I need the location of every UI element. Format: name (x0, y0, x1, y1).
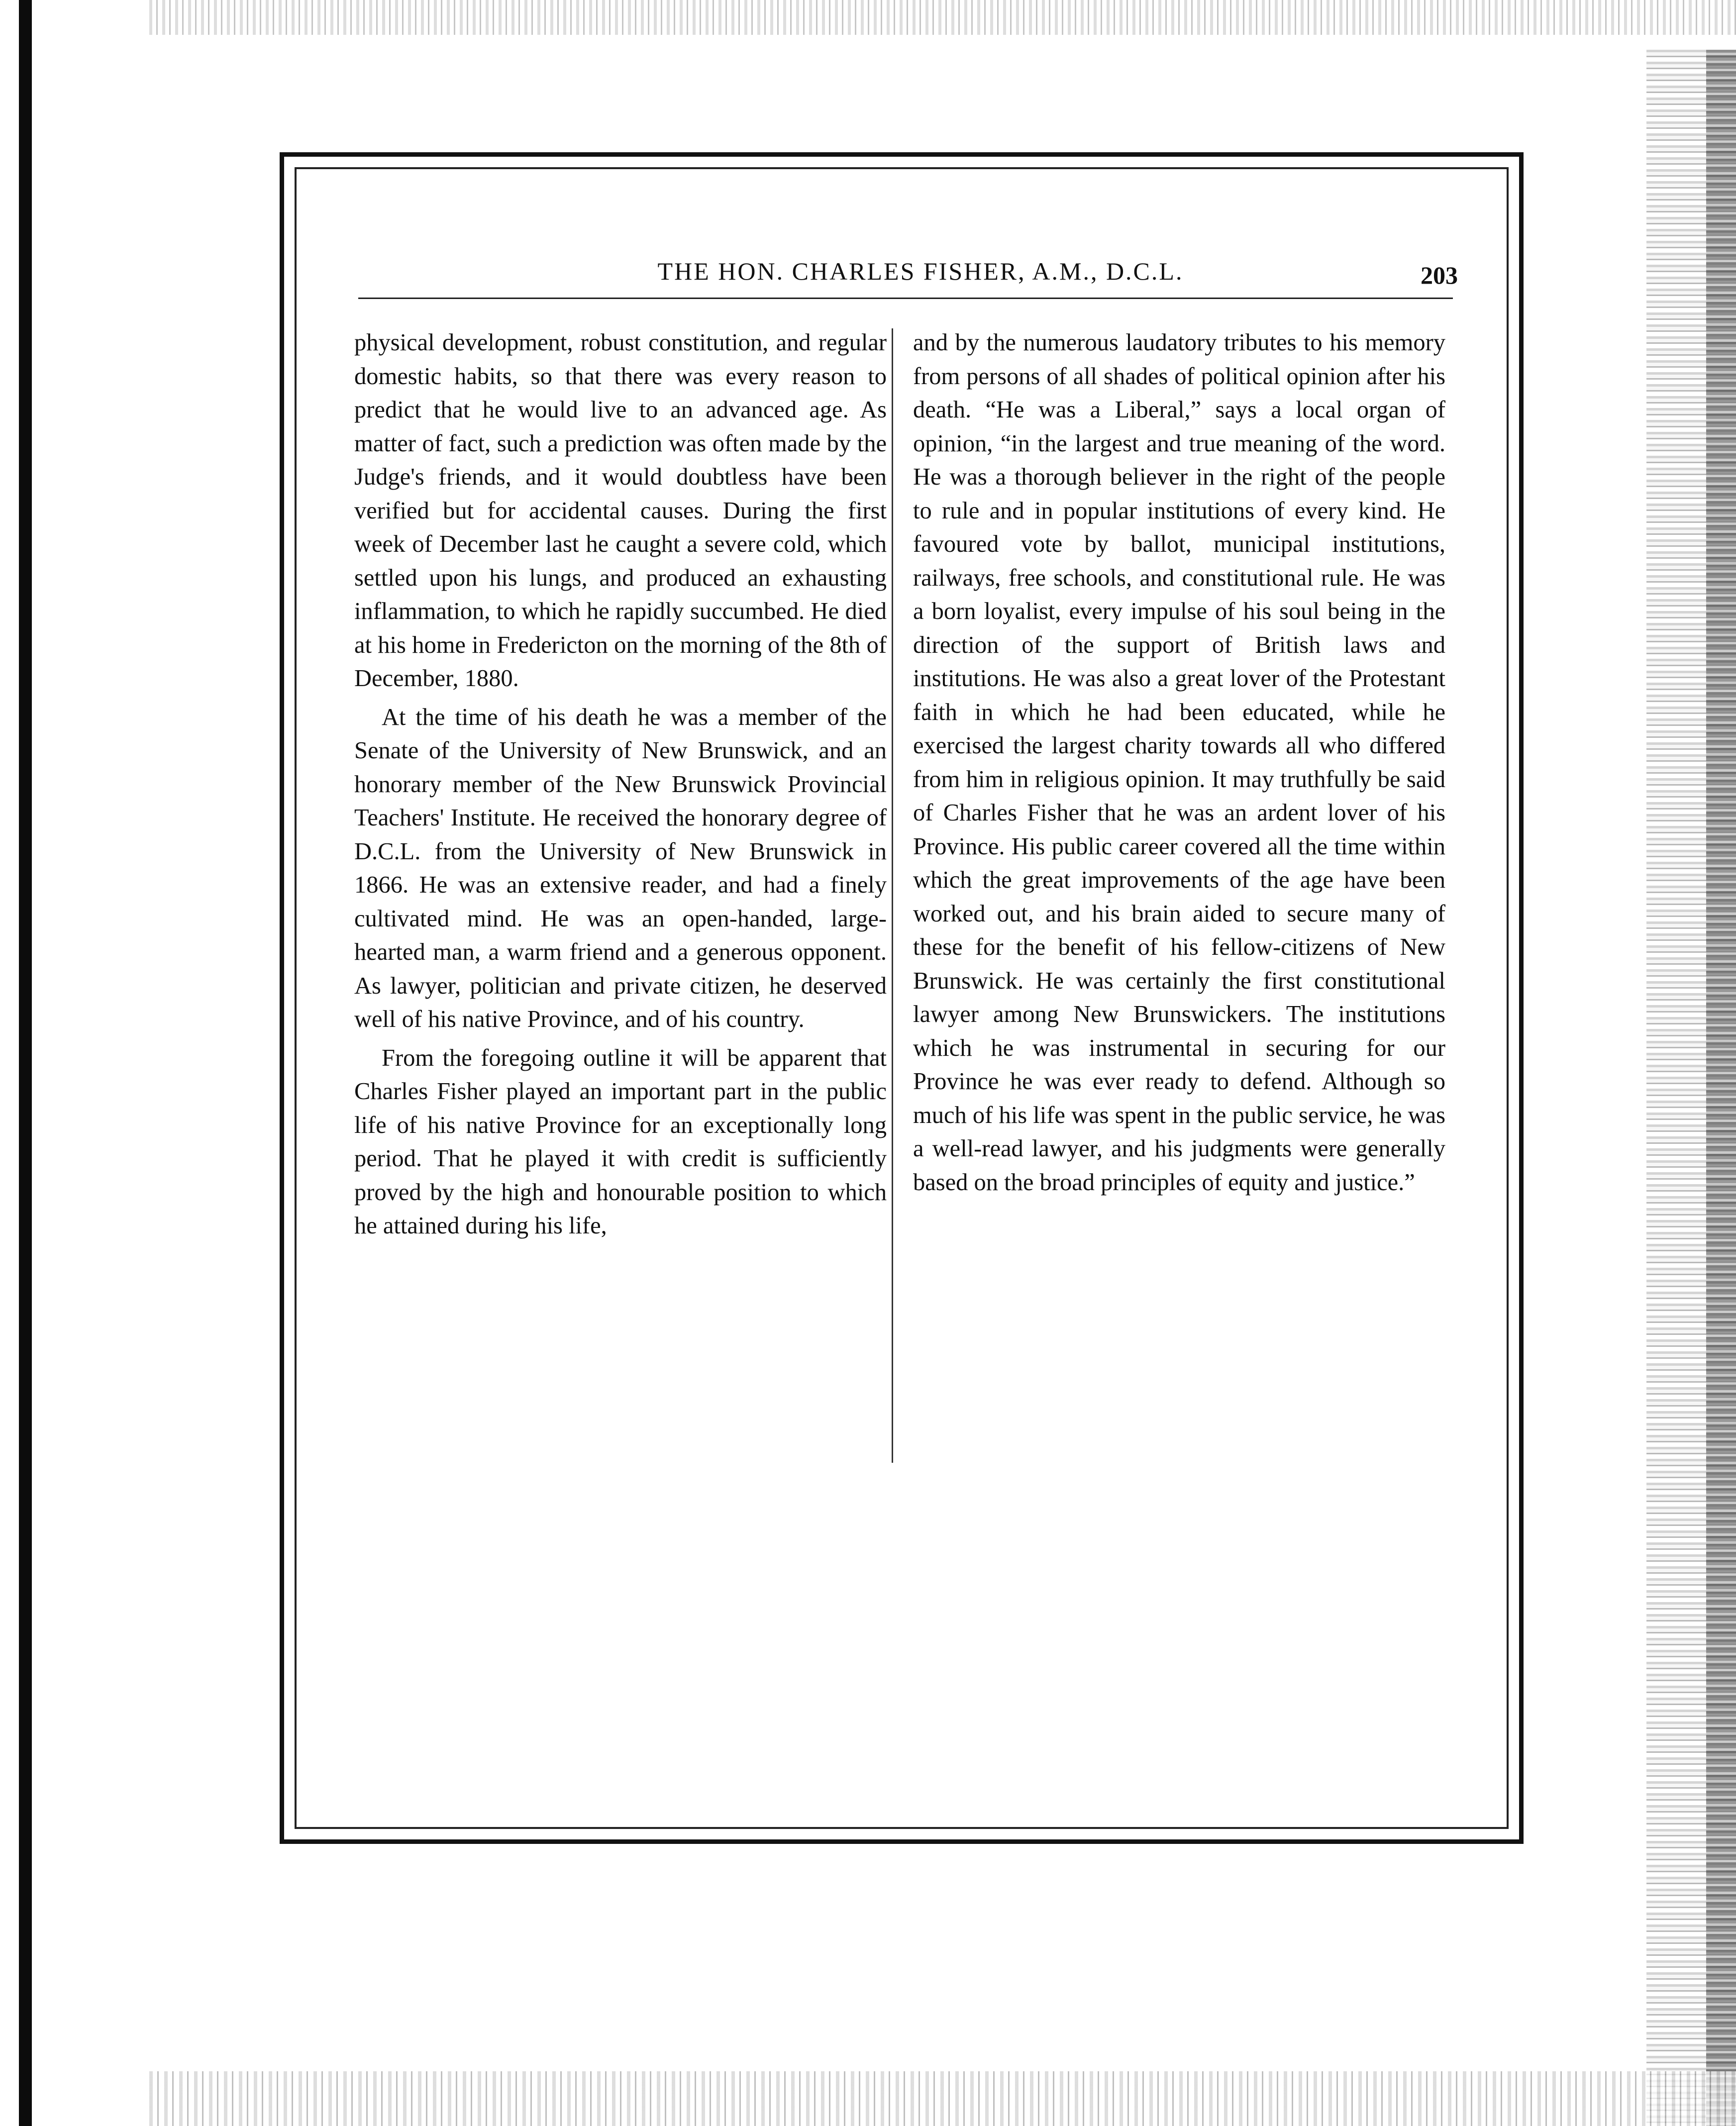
left-paragraph-1: physical development, robust constitution, and regular domestic habits, so that there was every reason to predict that he would live to an advanced age. As matter of fact, such a prediction was often made by the Judge's friends, and it would doubtless have been verified but for accidental causes. During the first week of December last he caught a severe cold, which settled upon his lungs, and produced an exhausting inflammation, to which he rapidly succumbed. He died at his home in Fredericton on the morning of the 8th of December, 1880. (354, 329, 887, 692)
running-title: THE HON. CHARLES FISHER, A.M., D.C.L. (657, 257, 1184, 285)
scan-edge-bottom (149, 2071, 1736, 2126)
scan-edge-right-shadow (1706, 50, 1736, 2126)
scan-edge-top (149, 0, 1736, 35)
scan-edge-left (19, 0, 32, 2126)
page-number: 203 (1421, 261, 1458, 289)
column-divider (892, 328, 893, 1463)
left-paragraph-2: At the time of his death he was a member of the Senate of the University of New Brunswick, and an honorary member of the New Brunswick Provincial Teachers' Institute. He received the honorary degree of D.C.L. from the University of New Brunswick in 1866. He was an extensive reader, and had a finely cultivated mind. He was an open-handed, large-hearted man, a warm friend and a generous opponent. As lawyer, politician and private citizen, he deserved well of his native Province, and of his country. (354, 704, 887, 1032)
left-column (354, 326, 887, 1248)
right-column (913, 326, 1445, 1204)
right-paragraph-1: and by the numerous laudatory tributes to his memory from persons of all shades of political opinion after his death. “He was a Liberal,” says a local organ of opinion, “in the largest and true meaning of the word. He was a thorough believer in the right of the people to rule and in popular institutions of every kind. He favoured vote by ballot, municipal institutions, railways, free schools, and constitutional rule. He was a born loyalist, every impulse of his soul being in the direction of the support of British laws and institutions. He was also a great lover of the Protestant faith in which he had been educated, while he exercised the largest charity towards all who differed from him in religious opinion. It may truthfully be said of Charles Fisher that he was an ardent lover of his Province. His public career covered all the time within which the great improvements of the age have been worked out, and his brain aided to secure many of these for the benefit of his fellow-citizens of New Brunswick. He was certainly the first constitutional lawyer among New Brunswickers. The institutions which he was instrumental in securing for our Province he was ever ready to defend. Although so much of his life was spent in the public service, he was a well-read lawyer, and his judgments were generally based on the broad principles of equity and justice.” (913, 329, 1445, 1196)
running-head (343, 251, 1458, 291)
header-rule (358, 298, 1453, 299)
left-paragraph-3: From the foregoing outline it will be apparent that Charles Fisher played an important part in the public life of his native Province for an exceptionally long period. That he played it with credit is sufficiently proved by the high and honourable position to which he attained during his life, (354, 1044, 887, 1239)
